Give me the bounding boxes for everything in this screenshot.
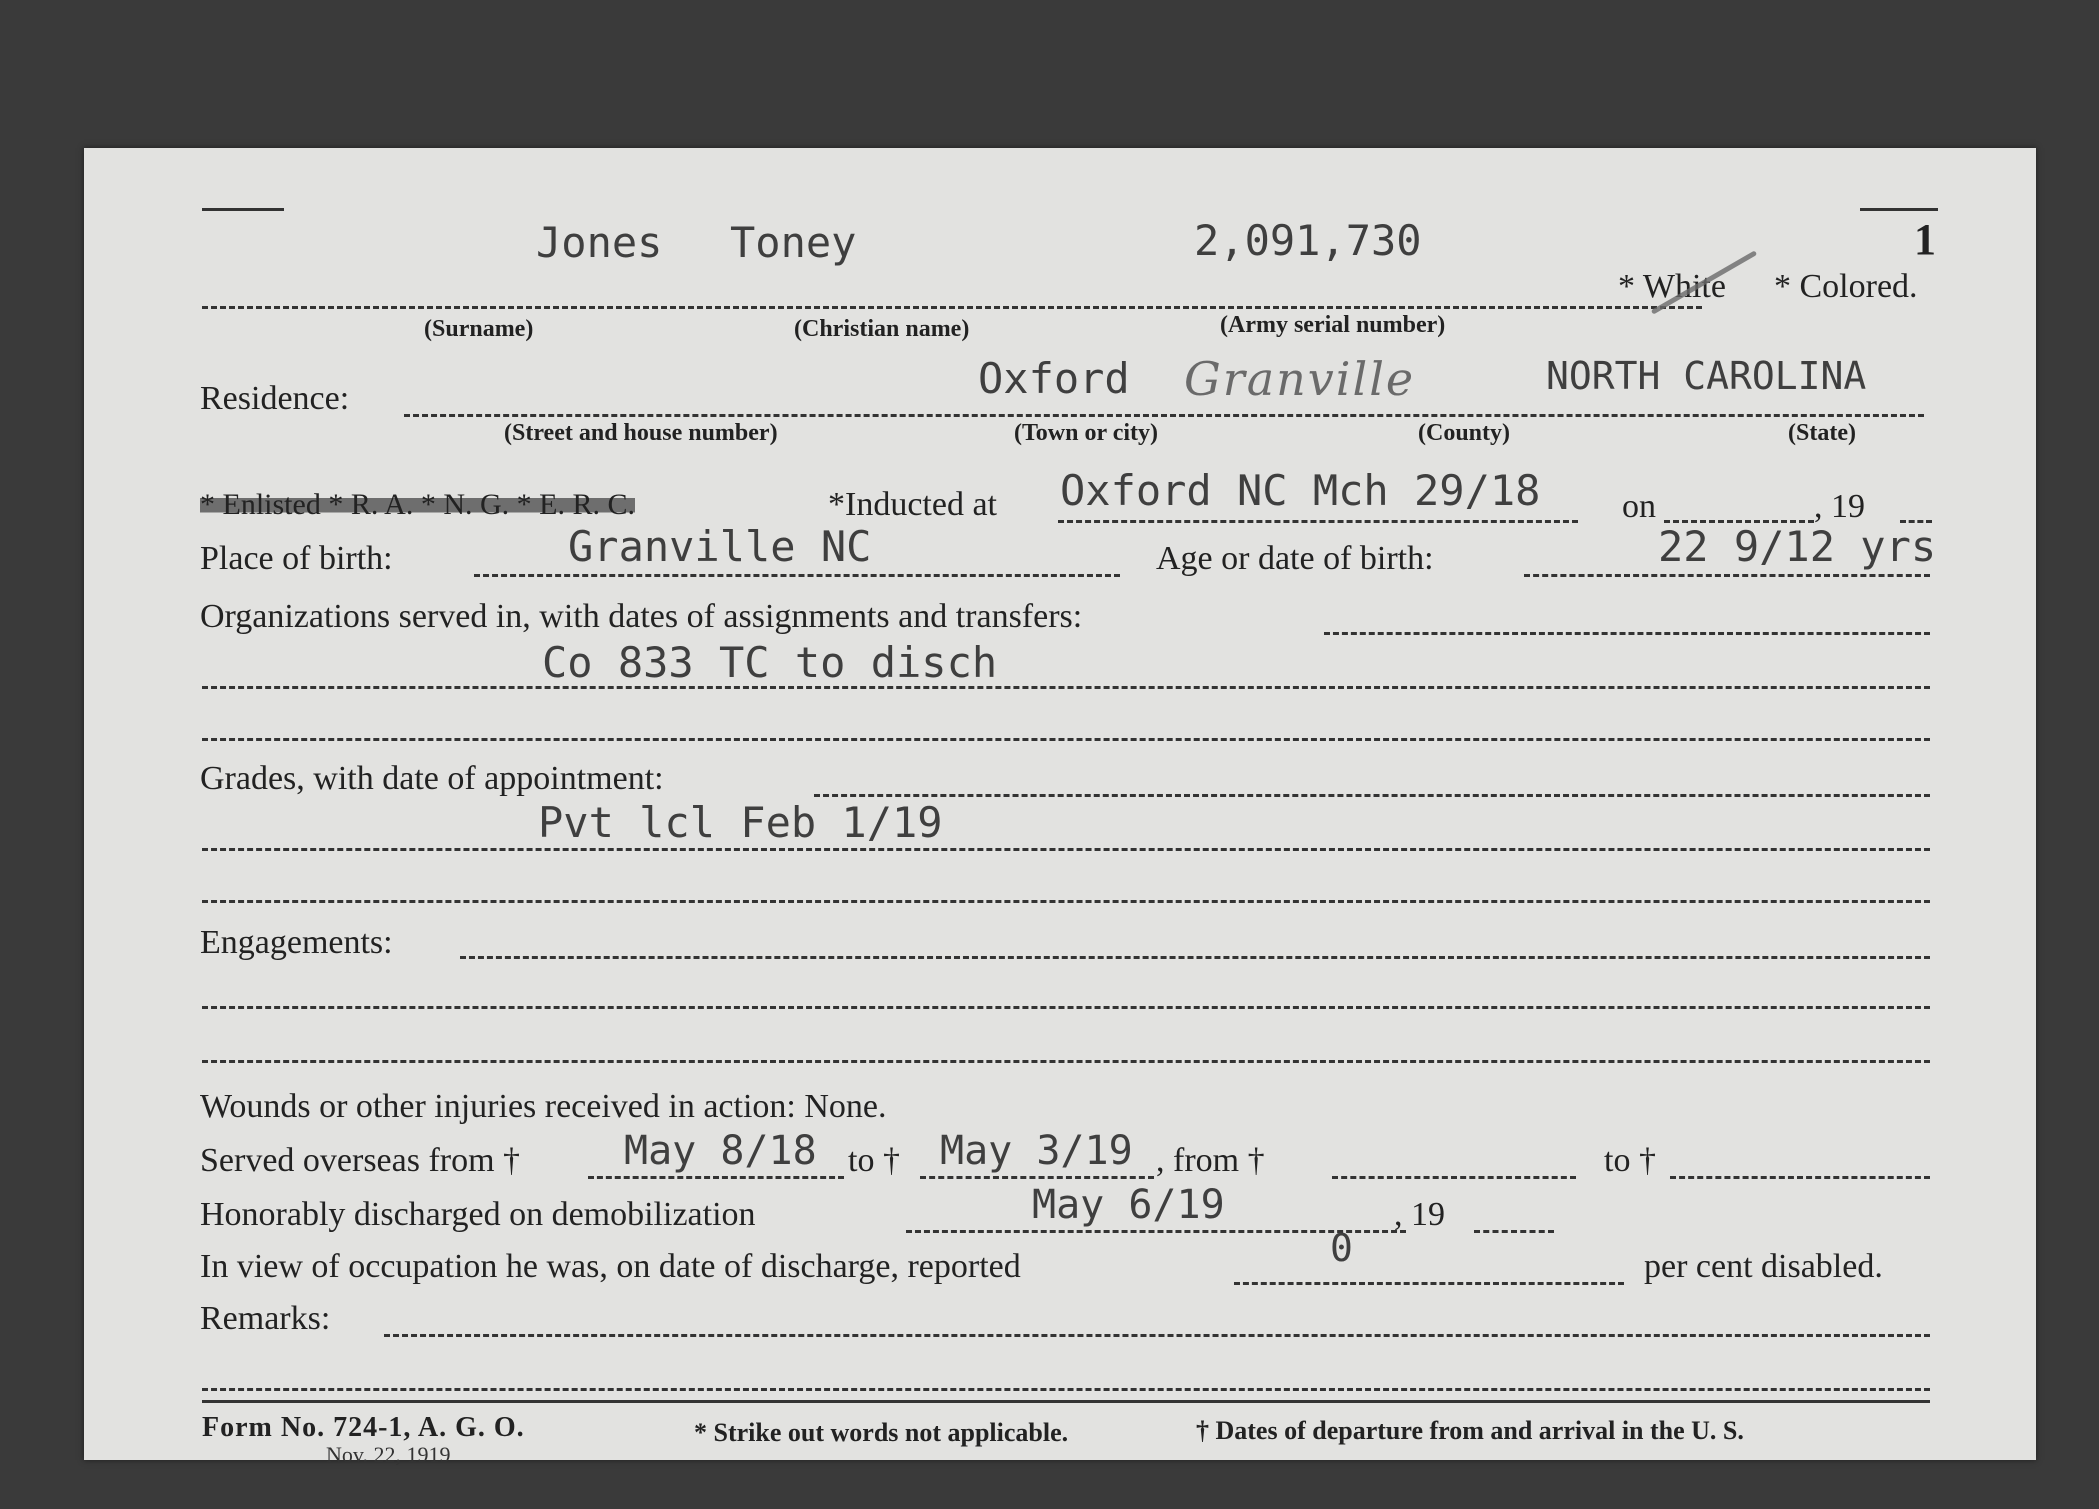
grades-line-2 (202, 848, 1930, 851)
surname-value: Jones (536, 218, 663, 267)
disability-value: 0 (1330, 1226, 1353, 1270)
residence-state: NORTH CAROLINA (1546, 354, 1867, 398)
disability-suffix: per cent disabled. (1644, 1248, 1883, 1285)
inducted-year: , 19 (1814, 488, 1865, 525)
white-label: * White (1618, 268, 1726, 305)
inducted-value: Oxford NC Mch 29/18 (1060, 466, 1541, 515)
name-line (202, 306, 1702, 309)
engagements-label: Engagements: (200, 924, 393, 961)
organizations-line-1 (1324, 632, 1930, 635)
engagements-line-2 (202, 1006, 1930, 1009)
grades-line-1 (814, 794, 1930, 797)
top-right-rule (1860, 208, 1938, 211)
overseas-from-line (588, 1176, 844, 1179)
dates-note: † Dates of departure from and arrival in the U. S. (1196, 1416, 1744, 1445)
organizations-label: Organizations served in, with dates of assignments and transfers: (200, 598, 1083, 635)
place-of-birth-value: Granville NC (568, 522, 872, 571)
disability-label: In view of occupation he was, on date of discharge, reported (200, 1248, 1021, 1285)
inducted-line (1058, 520, 1578, 523)
overseas-to-label: to † (848, 1142, 900, 1179)
overseas-from2-label: , from † (1156, 1142, 1265, 1179)
age-line (1524, 574, 1930, 577)
engagements-line-3 (202, 1060, 1930, 1063)
christian-name-caption: (Christian name) (794, 316, 970, 342)
discharge-year: , 19 (1394, 1196, 1445, 1233)
serial-number-value: 2,091,730 (1194, 216, 1422, 265)
residence-label: Residence: (200, 380, 350, 417)
overseas-from2-line (1332, 1176, 1576, 1179)
street-caption: (Street and house number) (504, 420, 778, 446)
discharge-year-line (1474, 1230, 1554, 1233)
overseas-to-value: May 3/19 (940, 1128, 1133, 1174)
form-number: Form No. 724-1, A. G. O. (202, 1412, 525, 1443)
colored-label: * Colored. (1774, 268, 1918, 305)
overseas-label: Served overseas from † (200, 1142, 521, 1179)
grades-value: Pvt lcl Feb 1/19 (538, 798, 943, 847)
discharge-value: May 6/19 (1032, 1182, 1225, 1228)
residence-county: Granville (1184, 352, 1416, 406)
form-date: Nov. 22, 1919 (326, 1442, 451, 1467)
service-record-card (84, 148, 2036, 1467)
age-label: Age or date of birth: (1156, 540, 1434, 577)
remarks-line-2 (202, 1388, 1930, 1391)
residence-town: Oxford (978, 354, 1130, 403)
overseas-from-value: May 8/18 (624, 1128, 817, 1174)
overseas-to2-line (1670, 1176, 1930, 1179)
grades-label: Grades, with date of appointment: (200, 760, 664, 797)
organizations-value: Co 833 TC to disch (542, 638, 998, 687)
footer-rule (202, 1400, 1930, 1403)
top-left-rule (202, 208, 284, 211)
discharge-label: Honorably discharged on demobilization (200, 1196, 756, 1233)
serial-caption: (Army serial number) (1220, 312, 1446, 338)
place-of-birth-label: Place of birth: (200, 540, 393, 577)
place-of-birth-line (474, 574, 1120, 577)
overseas-to-line (920, 1176, 1154, 1179)
strike-note: * Strike out words not applicable. (694, 1418, 1069, 1447)
remarks-line-1 (384, 1334, 1930, 1337)
on-label: on (1622, 488, 1656, 525)
disability-line (1234, 1282, 1624, 1285)
christian-name-value: Toney (730, 218, 857, 267)
card-number: 1 (1914, 215, 1936, 264)
grades-line-3 (202, 900, 1930, 903)
overseas-to2-label: to † (1604, 1142, 1656, 1179)
state-caption: (State) (1788, 420, 1856, 446)
age-value: 22 9/12 yrs (1658, 522, 1937, 571)
wounds-label: Wounds or other injuries received in action: None. (200, 1088, 887, 1125)
organizations-line-3 (202, 738, 1930, 741)
residence-line (404, 414, 1924, 417)
engagements-line-1 (460, 956, 1930, 959)
town-caption: (Town or city) (1014, 420, 1158, 446)
enlisted-struck-text: * Enlisted * R. A. * N. G. * E. R. C. (200, 488, 636, 521)
inducted-label: *Inducted at (828, 486, 997, 523)
remarks-label: Remarks: (200, 1300, 331, 1337)
surname-caption: (Surname) (424, 316, 534, 342)
county-caption: (County) (1418, 420, 1511, 446)
organizations-line-2 (202, 686, 1930, 689)
